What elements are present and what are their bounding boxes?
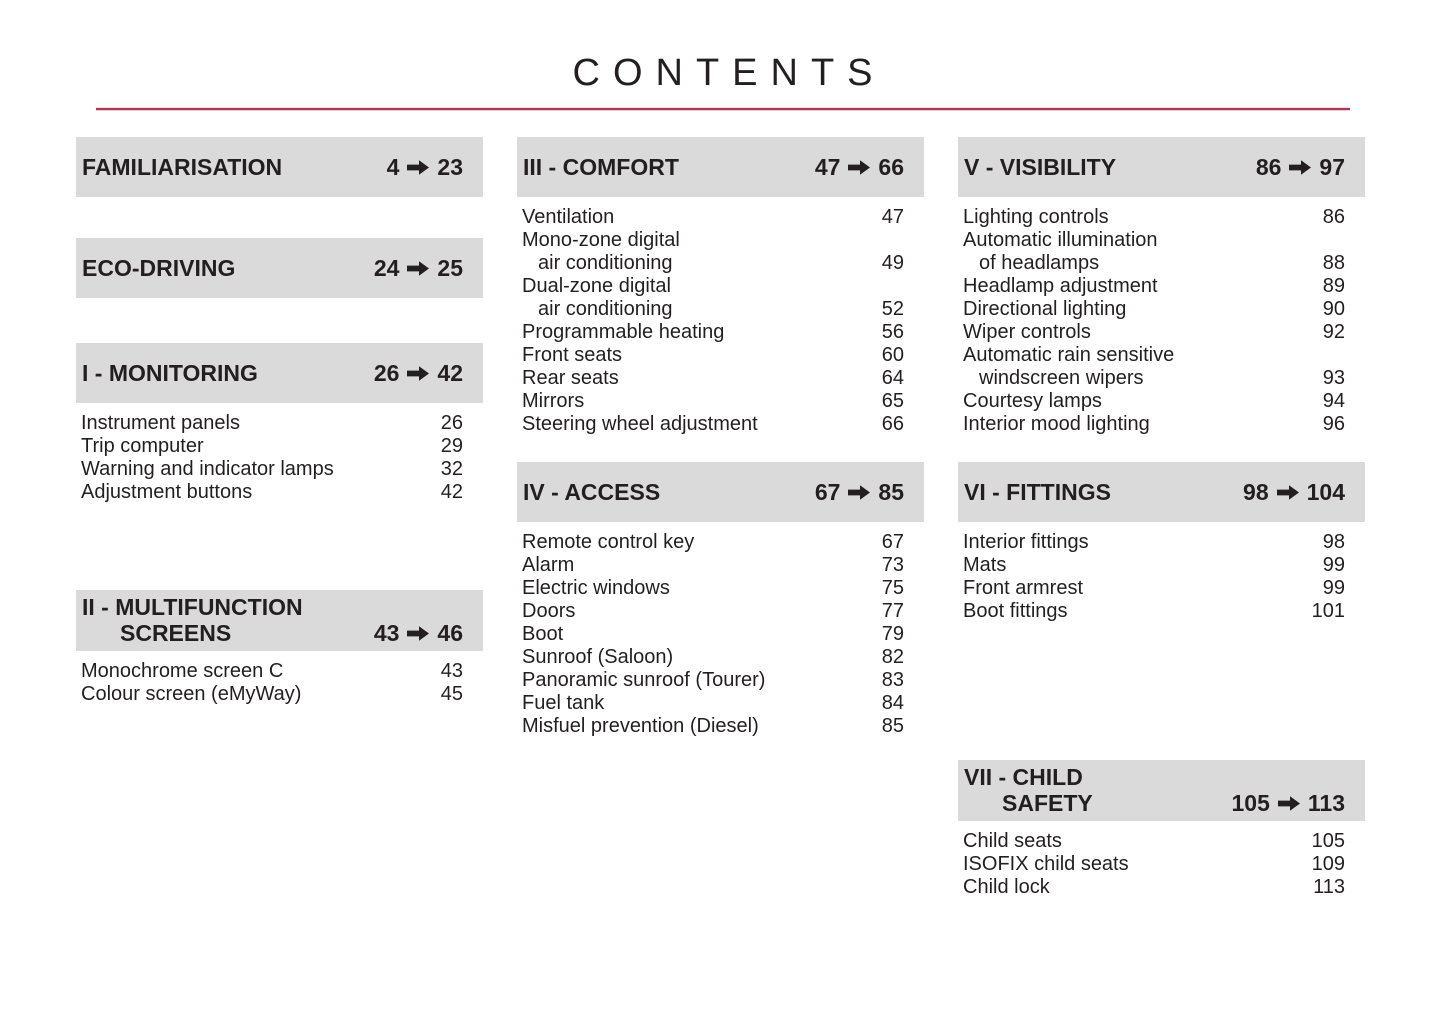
- section-title: [82, 360, 258, 386]
- toc-item[interactable]: [522, 229, 904, 275]
- arrow-right-icon: [1289, 160, 1311, 175]
- section-title-line: VII - CHILD: [964, 764, 1083, 790]
- toc-item[interactable]: [963, 876, 1345, 899]
- toc-section: [76, 590, 483, 706]
- section-title: [964, 154, 1116, 180]
- item-label: [963, 413, 1150, 436]
- item-label-line: Panoramic sunroof (Tourer): [522, 669, 766, 691]
- toc-item[interactable]: [522, 531, 904, 554]
- item-page: 86: [1322, 206, 1345, 228]
- toc-item[interactable]: [963, 321, 1345, 344]
- item-label-line: Lighting controls: [963, 206, 1109, 228]
- item-label-line: Boot fittings: [963, 600, 1068, 622]
- item-label-line: Warning and indicator lamps: [81, 458, 334, 480]
- item-label: [522, 321, 724, 344]
- item-label-line: Adjustment buttons: [81, 481, 253, 503]
- toc-column-2: [517, 137, 924, 738]
- item-label-line: Misfuel prevention (Diesel): [522, 715, 759, 737]
- item-label-line: Interior fittings: [963, 531, 1089, 553]
- section-page-from: 98: [1243, 479, 1269, 505]
- item-label: [963, 229, 1158, 275]
- section-page-to: 66: [878, 154, 904, 180]
- item-label: [81, 435, 204, 458]
- section-title-line: SCREENS: [120, 620, 232, 646]
- toc-item[interactable]: [963, 531, 1345, 554]
- item-label-line: Wiper controls: [963, 321, 1091, 343]
- toc-item[interactable]: [522, 669, 904, 692]
- toc-item[interactable]: [963, 554, 1345, 577]
- item-page: 65: [881, 390, 904, 412]
- toc-section: [958, 760, 1365, 899]
- section-title-line: IV - ACCESS: [523, 479, 661, 505]
- arrow-right-icon: [407, 366, 429, 381]
- section-header[interactable]: [517, 462, 924, 522]
- page-header: [0, 0, 1445, 110]
- section-items: [76, 660, 483, 706]
- item-label: [963, 206, 1109, 229]
- item-page: 26: [440, 412, 463, 434]
- item-label: [522, 531, 694, 554]
- toc-item[interactable]: [522, 646, 904, 669]
- section-page-to: 113: [1307, 790, 1345, 816]
- item-label: [522, 344, 622, 367]
- toc-item[interactable]: [522, 321, 904, 344]
- section-page-range: [374, 360, 463, 386]
- section-page-to: 97: [1319, 154, 1345, 180]
- item-label-line: Monochrome screen C: [81, 660, 284, 682]
- item-label: [963, 600, 1068, 623]
- section-header[interactable]: [958, 137, 1365, 197]
- section-title-line: FAMILIARISATION: [82, 154, 283, 180]
- item-label-line: Steering wheel adjustment: [522, 413, 758, 435]
- item-label-line: Alarm: [522, 554, 575, 576]
- section-page-range: [815, 479, 904, 505]
- toc-item[interactable]: [522, 577, 904, 600]
- item-page: 64: [881, 367, 904, 389]
- page-title: CONTENTS: [572, 52, 886, 94]
- item-label: [963, 298, 1126, 321]
- item-label-line: air conditioning: [538, 252, 673, 274]
- item-label: [522, 577, 670, 600]
- item-label: [963, 344, 1174, 390]
- item-label: [81, 683, 301, 706]
- section-page-to: 25: [437, 255, 463, 281]
- item-label-line: Mono-zone digital: [522, 229, 680, 251]
- item-page: 75: [881, 577, 904, 599]
- item-label-line: Trip computer: [81, 435, 204, 457]
- item-label-line: Mats: [963, 554, 1007, 576]
- section-page-to: 46: [437, 620, 463, 646]
- arrow-right-icon: [407, 261, 429, 276]
- item-label: [963, 275, 1158, 298]
- item-label-line: air conditioning: [538, 298, 673, 320]
- item-label-line: Programmable heating: [522, 321, 725, 343]
- item-page: 99: [1322, 577, 1345, 599]
- section-title-line: III - COMFORT: [523, 154, 679, 180]
- item-label-line: Remote control key: [522, 531, 695, 553]
- item-label-line: Dual-zone digital: [522, 275, 671, 297]
- toc-item[interactable]: [963, 853, 1345, 876]
- item-label: [522, 669, 765, 692]
- item-page: 94: [1322, 390, 1345, 412]
- item-label-line: Automatic rain sensitive: [963, 344, 1175, 366]
- item-page: 60: [881, 344, 904, 366]
- item-label: [522, 229, 680, 275]
- item-label: [963, 554, 1006, 577]
- toc-item[interactable]: [81, 435, 463, 458]
- section-page-from: 86: [1255, 154, 1282, 180]
- item-label-line: Directional lighting: [963, 298, 1127, 320]
- item-label-line: Colour screen (eMyWay): [81, 683, 302, 705]
- title-divider: [96, 108, 1350, 110]
- section-header[interactable]: [76, 343, 483, 403]
- item-page: 82: [881, 646, 904, 668]
- toc-column-3: [958, 137, 1365, 899]
- toc-item[interactable]: [963, 275, 1345, 298]
- section-page-range: [1232, 790, 1345, 816]
- toc-item[interactable]: [81, 412, 463, 435]
- item-label: [81, 660, 283, 683]
- toc-item[interactable]: [522, 554, 904, 577]
- item-label-line: Fuel tank: [522, 692, 605, 714]
- section-page-to: 85: [878, 479, 904, 505]
- item-label: [522, 600, 575, 623]
- item-page: 32: [440, 458, 463, 480]
- arrow-right-icon: [407, 626, 429, 641]
- toc-item[interactable]: [963, 413, 1345, 436]
- section-title-line: VI - FITTINGS: [964, 479, 1111, 505]
- item-label: [522, 715, 759, 738]
- section-title: [964, 764, 1093, 816]
- toc-item[interactable]: [522, 206, 904, 229]
- section-items: [958, 830, 1365, 899]
- toc-item[interactable]: [963, 229, 1345, 275]
- item-label-line: ISOFIX child seats: [963, 853, 1129, 875]
- toc-section: [517, 462, 924, 738]
- item-label-line: Front armrest: [963, 577, 1084, 599]
- item-label-line: Electric windows: [522, 577, 670, 599]
- section-page-range: [815, 154, 904, 180]
- section-page-range: [387, 154, 463, 180]
- item-label: [522, 692, 604, 715]
- toc-section: [958, 462, 1365, 623]
- section-page-from: 67: [814, 479, 841, 505]
- item-page: 49: [881, 252, 904, 274]
- item-page: 83: [881, 669, 904, 691]
- item-label: [522, 413, 758, 436]
- arrow-right-icon: [407, 160, 429, 175]
- item-label: [522, 390, 584, 413]
- item-label-line: Child lock: [963, 876, 1050, 898]
- item-label-line: Front seats: [522, 344, 623, 366]
- arrow-right-icon: [848, 485, 870, 500]
- toc-section: [76, 137, 483, 197]
- item-page: 101: [1311, 600, 1345, 622]
- toc-item[interactable]: [522, 715, 904, 738]
- toc-item[interactable]: [963, 830, 1345, 853]
- item-label-line: Headlamp adjustment: [963, 275, 1158, 297]
- item-page: 113: [1313, 876, 1345, 898]
- section-header[interactable]: [517, 137, 924, 197]
- toc-columns: [0, 137, 1445, 899]
- item-page: 73: [881, 554, 904, 576]
- item-label: [963, 577, 1083, 600]
- item-label-line: windscreen wipers: [979, 367, 1144, 389]
- section-title: [82, 594, 303, 646]
- item-page: 45: [440, 683, 463, 705]
- toc-item[interactable]: [81, 683, 463, 706]
- section-title: [523, 479, 660, 505]
- section-items: [958, 206, 1365, 436]
- item-page: 47: [881, 206, 904, 228]
- item-page: 29: [440, 435, 463, 457]
- item-page: 85: [881, 715, 904, 737]
- section-items: [517, 206, 924, 436]
- item-label-line: Boot: [522, 623, 564, 645]
- item-page: 67: [881, 531, 904, 553]
- arrow-right-icon: [1278, 796, 1300, 811]
- toc-item[interactable]: [522, 692, 904, 715]
- item-label-line: Mirrors: [522, 390, 585, 412]
- toc-item[interactable]: [963, 390, 1345, 413]
- section-page-from: 43: [373, 620, 400, 646]
- toc-item[interactable]: [81, 481, 463, 504]
- section-title: [82, 255, 235, 281]
- section-title-line: II - MULTIFUNCTION: [82, 594, 303, 620]
- section-page-from: 24: [373, 255, 400, 281]
- item-page: 90: [1322, 298, 1345, 320]
- arrow-right-icon: [848, 160, 870, 175]
- item-label-line: Automatic illumination: [963, 229, 1158, 251]
- toc-item[interactable]: [963, 600, 1345, 623]
- item-page: 56: [881, 321, 904, 343]
- section-items: [958, 531, 1365, 623]
- toc-item[interactable]: [81, 660, 463, 683]
- toc-section: [958, 137, 1365, 436]
- section-title-line: I - MONITORING: [82, 360, 258, 386]
- item-label-line: Ventilation: [522, 206, 615, 228]
- item-label: [81, 412, 240, 435]
- item-page: 96: [1322, 413, 1345, 435]
- section-title-line: SAFETY: [1002, 790, 1093, 816]
- arrow-right-icon: [1277, 485, 1299, 500]
- section-title: [523, 154, 679, 180]
- section-title: [964, 479, 1111, 505]
- item-page: 109: [1311, 853, 1345, 875]
- item-page: 98: [1322, 531, 1345, 553]
- section-title: [82, 154, 282, 180]
- item-label: [963, 321, 1091, 344]
- toc-section: [517, 137, 924, 436]
- item-label: [522, 367, 619, 390]
- item-label: [963, 390, 1102, 413]
- section-items: [76, 412, 483, 504]
- section-page-range: [1256, 154, 1345, 180]
- item-label: [522, 623, 563, 646]
- item-page: 88: [1322, 252, 1345, 274]
- toc-item[interactable]: [522, 600, 904, 623]
- item-label: [963, 853, 1129, 876]
- section-header[interactable]: [76, 238, 483, 298]
- section-header[interactable]: [76, 137, 483, 197]
- toc-item[interactable]: [522, 413, 904, 436]
- item-label-line: of headlamps: [979, 252, 1100, 274]
- item-page: 99: [1322, 554, 1345, 576]
- section-page-from: 47: [814, 154, 841, 180]
- section-title-line: V - VISIBILITY: [964, 154, 1117, 180]
- section-page-range: [1243, 479, 1345, 505]
- toc-item[interactable]: [522, 390, 904, 413]
- section-page-to: 104: [1306, 479, 1345, 505]
- item-page: 77: [881, 600, 904, 622]
- section-page-to: 42: [437, 360, 463, 386]
- toc-item[interactable]: [963, 577, 1345, 600]
- section-page-from: 4: [386, 154, 400, 180]
- item-page: 93: [1322, 367, 1345, 389]
- toc-item[interactable]: [522, 275, 904, 321]
- section-header[interactable]: [958, 462, 1365, 522]
- toc-item[interactable]: [963, 298, 1345, 321]
- item-label: [522, 206, 614, 229]
- toc-item[interactable]: [522, 623, 904, 646]
- section-page-from: 105: [1231, 790, 1270, 816]
- item-label: [81, 458, 334, 481]
- item-page: 52: [881, 298, 904, 320]
- item-label-line: Sunroof (Saloon): [522, 646, 674, 668]
- toc-section: [76, 343, 483, 504]
- toc-item[interactable]: [963, 344, 1345, 390]
- toc-item[interactable]: [963, 206, 1345, 229]
- item-label: [963, 830, 1062, 853]
- item-page: 66: [881, 413, 904, 435]
- section-page-from: 26: [373, 360, 400, 386]
- toc-item[interactable]: [522, 367, 904, 390]
- item-label: [522, 646, 673, 669]
- item-page: 84: [881, 692, 904, 714]
- item-page: 42: [440, 481, 463, 503]
- toc-section: [76, 238, 483, 298]
- item-page: 89: [1322, 275, 1345, 297]
- item-label: [522, 554, 574, 577]
- toc-item[interactable]: [522, 344, 904, 367]
- toc-column-1: [76, 137, 483, 706]
- section-page-to: 23: [437, 154, 463, 180]
- item-label-line: Instrument panels: [81, 412, 240, 434]
- item-page: 79: [881, 623, 904, 645]
- item-page: 43: [440, 660, 463, 682]
- toc-item[interactable]: [81, 458, 463, 481]
- section-title-line: ECO-DRIVING: [82, 255, 236, 281]
- section-items: [517, 531, 924, 738]
- item-label: [522, 275, 673, 321]
- section-header[interactable]: [76, 590, 483, 651]
- item-label-line: Doors: [522, 600, 576, 622]
- item-label-line: Courtesy lamps: [963, 390, 1102, 412]
- item-page: 92: [1322, 321, 1345, 343]
- section-page-range: [374, 255, 463, 281]
- item-label: [81, 481, 252, 504]
- item-label: [963, 876, 1050, 899]
- section-page-range: [374, 620, 463, 646]
- item-label-line: Rear seats: [522, 367, 619, 389]
- item-page: 105: [1311, 830, 1345, 852]
- item-label: [963, 531, 1089, 554]
- item-label-line: Interior mood lighting: [963, 413, 1150, 435]
- item-label-line: Child seats: [963, 830, 1062, 852]
- section-header[interactable]: [958, 760, 1365, 821]
